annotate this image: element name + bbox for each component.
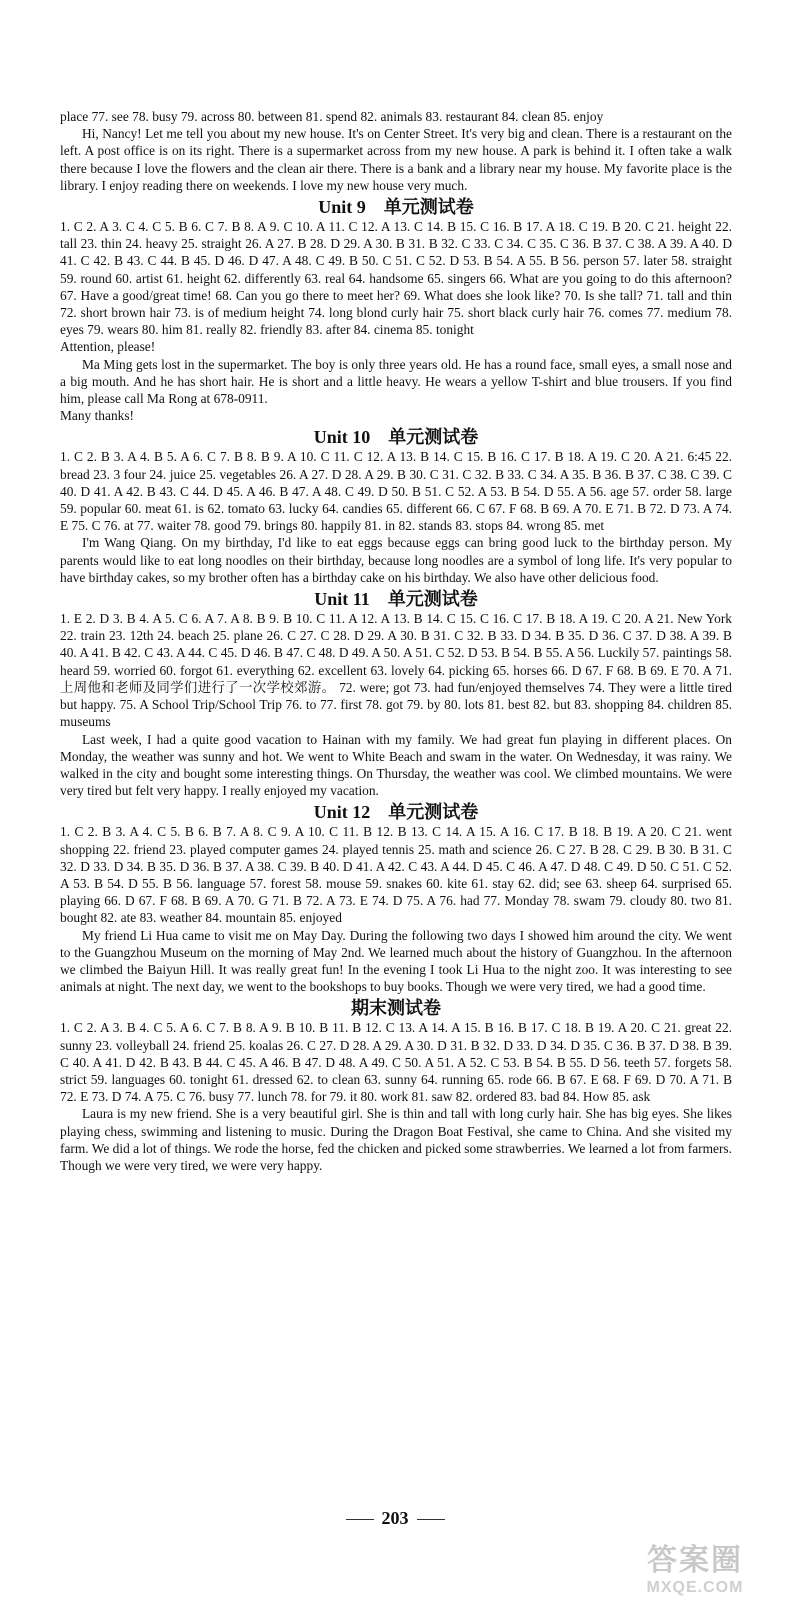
watermark-site-text: MXQE.COM: [646, 1579, 744, 1596]
page-number-dash-left: [346, 1519, 374, 1520]
unit12-title: Unit 12 单元测试卷: [313, 802, 479, 823]
unit9-title: Unit 9 单元测试卷: [318, 197, 474, 218]
unit10-title: Unit 10 单元测试卷: [313, 427, 479, 448]
unit8-answers-tail: place 77. see 78. busy 79. across 80. between 81. spend 82. animals 83. restaurant 84. clean 85. enjoy: [60, 109, 604, 124]
page-number: [0, 1508, 790, 1529]
unit11-title: Unit 11 单元测试卷: [314, 589, 478, 610]
final-exam-title: 期末测试卷: [351, 998, 441, 1019]
unit9-essay-tail: Many thanks!: [60, 408, 135, 424]
unit9-essay-head: Attention, please!: [60, 339, 156, 355]
watermark-logo: [620, 1535, 770, 1596]
page-number-text: 203: [381, 1508, 409, 1528]
unit12-answers: 1. C 2. B 3. A 4. C 5. B 6. B 7. A 8. C 9. A 10. C 11. B 12. B 13. C 14. A 15. A 16. C 17. B 18. B 19. A 20. C 21. went shopping 22. friend 23. played computer games 24. played tennis 25. math and science 26. C 27. B 28. C 29. B 30. B 31. C 32. D 33. D 34. B 35. D 36. B 37. A 38. C 39. B 40. D 41. A 42. C 43. A 44. D 45. C 46. A 47. D 48. C 49. D 50. C 51. C 52. A 53. B 54. D 55. B 56. language 57. forest 58. mouse 59. snakes 60. kite 61. stay 62. did; see 63. sheep 64. surprised 65. playing 66. D 67. F 68. B 69. A 70. G 71. B 72. A 73. E 74. D 75. A 76. had 77. Monday 78. swam 79. cloudy 80. two 81. bought 82. ate 83. weather 84. mountain 85. enjoyed: [60, 824, 732, 926]
final-exam-essay: Laura is my new friend. She is a very beautiful girl. She is thin and tall with long curly hair. She has big eyes. She likes playing chess, swimming and listening to music. During the Dragon Boat Festival, she came to China. And she visited my farm. We did a lot of things. We rode the horse, fed the chicken and picked some strawberries. We learned a lot from farmers. Though we were very tired, we were very happy.: [60, 1106, 732, 1173]
unit8-essay: Hi, Nancy! Let me tell you about my new house. It's on Center Street. It's very big and clean. There is a restaurant on the left. A post office is on its right. There is a supermarket across from my new house. A park is behind it. I often take a walk there because I love the flowers and the clean air there. There is a bank and a library near my house. My favorite place is the library. I enjoy reading there on weekends. I love my new house very much.: [60, 126, 732, 193]
page-number-dash-right: [417, 1519, 445, 1520]
unit12-essay: My friend Li Hua came to visit me on May Day. During the following two days I showed him around the city. We went to the Guangzhou Museum on the morning of May 2nd. We learned much about the history of Guangzhou. In the afternoon we climbed the Baiyun Hill. It was really great fun! In the evening I took Li Hua to the night zoo. It was interesting to see animals at night. The next day, we went to the bookshops to buy books. Though we were very tired, we had a good time.: [60, 927, 732, 995]
unit11-answers: 1. E 2. D 3. B 4. A 5. C 6. A 7. A 8. B 9. B 10. C 11. A 12. A 13. B 14. C 15. C 16. C 17. B 18. A 19. C 20. A 21. New York 22. train 23. 12th 24. beach 25. plane 26. C 27. C 28. D 29. A 30. B 31. C 32. B 33. D 34. B 35. D 36. C 37. D 38. A 39. B 40. A 41. B 42. C 43. A 44. C 45. D 46. B 47. C 48. D 49. A 50. A 51. C 52. D 53. B 54. B 55. A 56. Luckily 57. paintings 58. heard 59. worried 60. forgot 61. everything 62. excellent 63. lovely 64. picking 65. horses 66. D 67. F 68. B 69. E 70. A 71. 上周他和老师及同学们进行了一次学校郊游。 72. were; got 73. had fun/enjoyed themselves 74. They were a little tired but happy. 75. A School Trip/School Trip 76. to 77. first 78. got 79. by 80. lots 81. best 82. but 83. shopping 84. children 85. museums: [60, 611, 732, 730]
unit10-answers: 1. C 2. B 3. A 4. B 5. A 6. C 7. B 8. B 9. A 10. C 11. C 12. A 13. B 14. C 15. B 16. C 17. B 18. A 19. C 20. A 21. 6:45 22. bread 23. 3 four 24. juice 25. vegetables 26. A 27. D 28. A 29. B 30. C 31. C 32. B 33. C 34. A 35. B 36. B 37. C 38. C 39. C 40. D 41. A 42. B 43. C 44. D 45. A 46. B 47. A 48. C 49. D 50. B 51. C 52. A 53. B 54. D 55. A 56. age 57. order 58. large 59. popular 60. meat 61. is 62. tomato 63. lucky 64. candies 65. different 66. C 67. F 68. B 69. A 70. E 71. B 72. D 73. A 74. E 75. C 76. at 77. waiter 78. good 79. brings 80. happily 81. in 82. stands 83. stops 84. wrong 85. met: [60, 449, 732, 534]
watermark-main-text: 答案圈: [647, 1544, 743, 1577]
unit9-essay: Ma Ming gets lost in the supermarket. The boy is only three years old. He has a round face, small eyes, a small nose and a big mouth. And he has short hair. He is short and a little heavy. He wears a yellow T-shirt and blue trousers. If you find him, please call Ma Rong at 678-0911.: [60, 356, 732, 407]
answer-page: [60, 108, 732, 1174]
unit9-answers: 1. C 2. A 3. C 4. C 5. B 6. C 7. B 8. A 9. C 10. A 11. C 12. A 13. C 14. B 15. C 16. B 17. A 18. C 19. B 20. C 21. height 22. tall 23. thin 24. heavy 25. straight 26. A 27. B 28. D 29. A 30. B 31. B 32. C 33. C 34. C 35. C 36. B 37. C 38. A 39. A 40. D 41. C 42. B 43. C 44. B 45. D 46. D 47. A 48. C 49. B 50. C 51. C 52. D 53. B 54. A 55. B 56. person 57. later 58. straight 59. round 60. artist 61. height 62. differently 63. real 64. handsome 65. singers 66. What are you going to do this afternoon? 67. Have a good/great time! 68. Can you go there to meet her? 69. What does she look like? 70. Is she tall? 71. tall and thin 72. short brown hair 73. is of medium height 74. long blond curly hair 75. short black curly hair 76. comes 77. medium 78. eyes 79. wears 80. him 81. really 82. friendly 83. after 84. cinema 85. tonight: [60, 219, 732, 338]
unit10-essay: I'm Wang Qiang. On my birthday, I'd like to eat eggs because eggs can bring good luck to the birthday person. My parents would like to eat long noodles on their birthday, because long noodles are a symbol of long life. It's very popular to have birthday cakes, so my brother often has a birthday cake on his birthday. We also have other delicious food.: [60, 535, 732, 585]
unit11-essay: Last week, I had a quite good vacation to Hainan with my family. We had great fun playing in different places. On Monday, the weather was sunny and hot. We went to White Beach and swam in the water. On Wednesday, it was rainy. We walked in the city and bought some interesting things. On Thursday, the weather was cool. We climbed mountains. We were very tired but felt very happy. I really enjoyed my vacation.: [60, 731, 732, 799]
final-exam-answers: 1. C 2. A 3. B 4. C 5. A 6. C 7. B 8. A 9. B 10. B 11. B 12. C 13. A 14. A 15. B 16. B 17. C 18. B 19. A 20. C 21. great 22. sunny 23. volleyball 24. friend 25. koalas 26. C 27. D 28. A 29. A 30. D 31. B 32. D 33. D 34. D 35. C 36. B 37. D 38. B 39. C 40. A 41. D 42. B 43. B 44. C 45. A 46. B 47. D 48. A 49. C 50. A 51. A 52. C 53. B 54. B 55. D 56. teeth 57. forgets 58. strict 59. languages 60. tonight 61. dressed 62. to clean 63. sunny 64. running 65. rode 66. B 67. E 68. F 69. D 70. A 71. B 72. E 73. D 74. A 75. C 76. busy 77. lunch 78. for 79. it 80. work 81. saw 82. ordered 83. bad 84. How 85. ask: [60, 1020, 732, 1105]
